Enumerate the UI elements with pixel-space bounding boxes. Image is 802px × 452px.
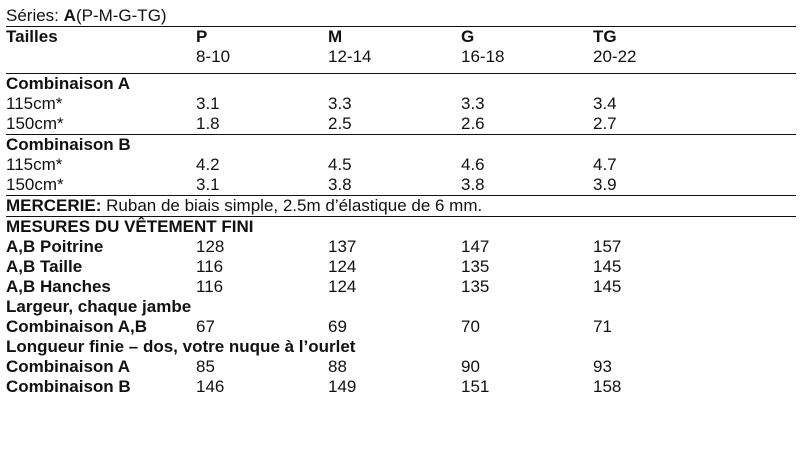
table-row bbox=[6, 94, 796, 114]
table-row bbox=[6, 114, 796, 134]
value-tg: 3.4 bbox=[593, 94, 617, 113]
value-p: 146 bbox=[196, 377, 225, 396]
row-label: A,B Taille bbox=[6, 257, 83, 276]
mercerie-value: Ruban de biais simple, 2.5m d’élastique de 6 mm. bbox=[106, 196, 483, 215]
row-label: A,B Hanches bbox=[6, 277, 111, 296]
value-tg: 93 bbox=[593, 357, 612, 376]
value-m: 3.3 bbox=[328, 94, 352, 113]
size-code-tg: TG bbox=[593, 27, 617, 46]
value-p: 116 bbox=[196, 257, 224, 276]
row-label: 115cm* bbox=[6, 94, 63, 113]
combinaison-a-title: Combinaison A bbox=[6, 74, 131, 93]
value-g: 147 bbox=[461, 237, 490, 256]
row-label: Combinaison A,B bbox=[6, 317, 148, 336]
size-range-g: 16-18 bbox=[461, 47, 505, 66]
size-chart bbox=[6, 6, 796, 397]
table-row bbox=[6, 277, 796, 297]
mercerie-text bbox=[6, 196, 482, 216]
value-tg: 157 bbox=[593, 237, 622, 256]
size-range-tg: 20-22 bbox=[593, 47, 637, 66]
mesures-title: MESURES DU VÊTEMENT FINI bbox=[6, 217, 254, 236]
row-label: A,B Poitrine bbox=[6, 237, 104, 256]
series-value-rest: (P-M-G-TG) bbox=[75, 6, 167, 25]
table-row bbox=[6, 155, 796, 175]
value-g: 3.8 bbox=[461, 175, 485, 194]
value-g: 3.3 bbox=[461, 94, 485, 113]
section-title bbox=[6, 74, 796, 94]
value-g: 90 bbox=[461, 357, 480, 376]
row-label: 150cm* bbox=[6, 114, 64, 133]
table-row bbox=[6, 257, 796, 277]
largeur-title: Largeur, chaque jambe bbox=[6, 297, 192, 316]
mercerie-label: MERCERIE: bbox=[6, 196, 102, 215]
value-p: 3.1 bbox=[196, 175, 220, 194]
value-g: 135 bbox=[461, 257, 490, 276]
table-row bbox=[6, 317, 796, 337]
value-m: 2.5 bbox=[328, 114, 352, 133]
value-p: 4.2 bbox=[196, 155, 220, 174]
value-m: 124 bbox=[328, 257, 357, 276]
size-code-g: G bbox=[461, 27, 475, 46]
value-g: 4.6 bbox=[461, 155, 485, 174]
value-tg: 71 bbox=[593, 317, 612, 336]
value-p: 116 bbox=[196, 277, 224, 296]
value-tg: 3.9 bbox=[593, 175, 617, 194]
size-code-m: M bbox=[328, 27, 343, 46]
section-title bbox=[6, 135, 796, 155]
sizes-header-row bbox=[6, 27, 796, 47]
value-g: 70 bbox=[461, 317, 480, 336]
size-range-p: 8-10 bbox=[196, 47, 231, 66]
table-row bbox=[6, 237, 796, 257]
value-m: 69 bbox=[328, 317, 347, 336]
value-tg: 158 bbox=[593, 377, 622, 396]
longueur-title: Longueur finie – dos, votre nuque à l’ourlet bbox=[6, 337, 356, 356]
row-label: Combinaison B bbox=[6, 377, 131, 396]
section-subtitle bbox=[6, 297, 796, 317]
value-p: 3.1 bbox=[196, 94, 220, 113]
series-text bbox=[6, 6, 167, 26]
value-tg: 4.7 bbox=[593, 155, 617, 174]
value-g: 151 bbox=[461, 377, 490, 396]
table-row bbox=[6, 175, 796, 195]
value-m: 3.8 bbox=[328, 175, 352, 194]
value-p: 85 bbox=[196, 357, 215, 376]
series-line bbox=[6, 6, 796, 26]
value-tg: 2.7 bbox=[593, 114, 617, 133]
series-label: Séries: bbox=[6, 6, 59, 25]
mercerie-line bbox=[6, 196, 796, 216]
series-value-bold: A bbox=[63, 6, 76, 25]
size-code-p: P bbox=[196, 27, 208, 46]
table-row bbox=[6, 357, 796, 377]
value-p: 67 bbox=[196, 317, 215, 336]
value-m: 137 bbox=[328, 237, 357, 256]
table-row bbox=[6, 377, 796, 397]
value-tg: 145 bbox=[593, 257, 622, 276]
value-m: 124 bbox=[328, 277, 357, 296]
value-g: 135 bbox=[461, 277, 490, 296]
row-label: Combinaison A bbox=[6, 357, 131, 376]
value-m: 149 bbox=[328, 377, 357, 396]
value-p: 1.8 bbox=[196, 114, 220, 133]
value-m: 4.5 bbox=[328, 155, 352, 174]
section-title bbox=[6, 217, 796, 237]
row-label: 115cm* bbox=[6, 155, 63, 174]
sizes-range-row bbox=[6, 47, 796, 67]
combinaison-b-title: Combinaison B bbox=[6, 135, 131, 154]
sizes-header-label: Tailles bbox=[6, 27, 58, 46]
value-p: 128 bbox=[196, 237, 225, 256]
value-tg: 145 bbox=[593, 277, 622, 296]
row-label: 150cm* bbox=[6, 175, 64, 194]
size-range-m: 12-14 bbox=[328, 47, 372, 66]
section-subtitle bbox=[6, 337, 796, 357]
value-m: 88 bbox=[328, 357, 347, 376]
value-g: 2.6 bbox=[461, 114, 485, 133]
